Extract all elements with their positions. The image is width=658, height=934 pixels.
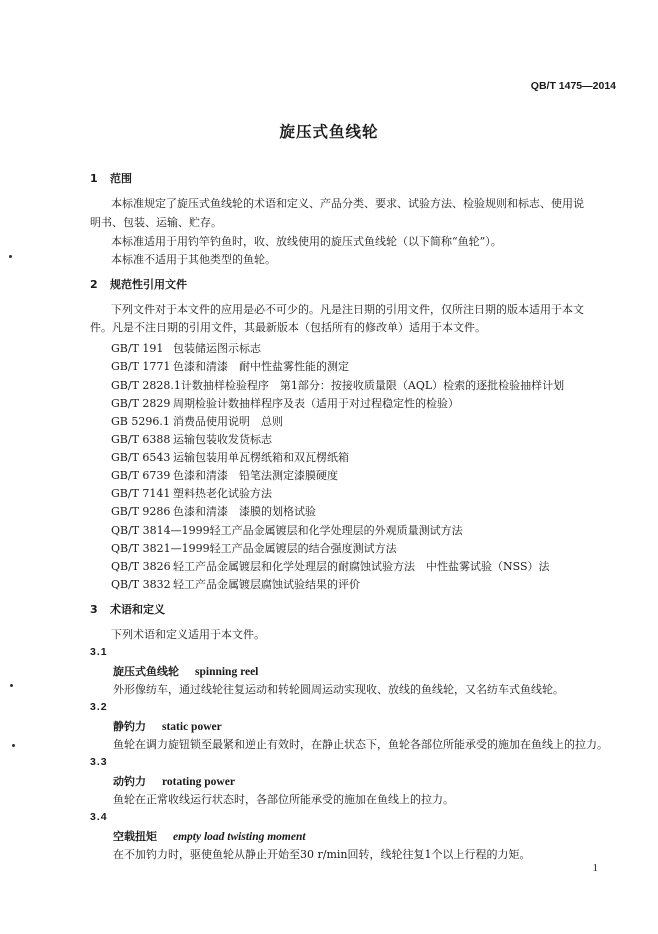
section-title: 规范性引用文件 — [110, 278, 187, 291]
reference-item — [111, 377, 564, 393]
reference-title: 计数抽样检验程序 第1部分：按接收质量限（AQL）检索的逐批检验抽样计划 — [180, 379, 565, 392]
term-number: 3.3 — [90, 756, 108, 768]
term-definition: 在不加钓力时，驱使鱼轮从静止开始至30 r/min回转，线轮往复1个以上行程的力矩。 — [113, 848, 531, 861]
reference-code: GB/T 2828.1 — [111, 379, 181, 392]
reference-code: GB/T 9286 — [111, 505, 171, 518]
reference-title: 色漆和清漆 耐中性盐雾性能的测定 — [173, 360, 349, 373]
reference-item — [111, 431, 272, 447]
term-definition: 外形像纺车，通过线轮往复运动和转轮圆周运动实现收、放线的鱼线轮，又名纺车式鱼线轮。 — [113, 683, 564, 696]
reference-item — [111, 340, 261, 356]
section-number: 1 — [90, 172, 98, 185]
reference-code: QB/T 3821—1999 — [111, 542, 210, 555]
paragraph-line: 明书、包装、运输、贮存。 — [90, 216, 222, 229]
reference-item — [111, 503, 316, 519]
term-zh: 旋压式鱼线轮 — [113, 665, 179, 678]
paragraph-line: 下列文件对于本文件的应用是必不可少的。凡是注日期的引用文件，仅所注日期的版本适用于本文 — [111, 303, 584, 316]
paragraph-line: 本标准不适用于其他类型的鱼轮。 — [111, 253, 276, 266]
paragraph-line: 下列术语和定义适用于本文件。 — [111, 628, 265, 641]
section-number: 2 — [90, 278, 98, 291]
reference-title: 消费品使用说明 总则 — [173, 415, 283, 428]
reference-code: GB/T 7141 — [111, 487, 171, 500]
section-3-heading — [90, 601, 165, 617]
reference-code: GB 5296.1 — [111, 415, 170, 428]
reference-title: 轻工产品金属镀层的结合强度测试方法 — [209, 542, 397, 555]
reference-item — [111, 522, 463, 538]
term-number: 3.2 — [90, 701, 108, 713]
term-definition: 鱼轮在调力旋钮锁至最紧和逆止有效时，在静止状态下，鱼轮各部位所能承受的施加在鱼线上的拉力。 — [113, 738, 608, 751]
reference-item — [111, 449, 349, 465]
section-title: 范围 — [110, 172, 132, 185]
reference-item — [111, 413, 283, 429]
reference-item — [111, 485, 272, 501]
reference-title: 轻工产品金属镀层和化学处理层的耐腐蚀试验方法 中性盐雾试验（NSS）法 — [173, 560, 550, 573]
paragraph-line: 本标准规定了旋压式鱼线轮的术语和定义、产品分类、要求、试验方法、检验规则和标志、使用说 — [111, 197, 584, 210]
term-zh: 静钓力 — [113, 720, 146, 733]
reference-item — [111, 576, 360, 592]
reference-code: GB/T 191 — [111, 342, 164, 355]
reference-item — [111, 540, 397, 556]
reference-code: QB/T 3814—1999 — [111, 524, 210, 537]
term-name — [113, 773, 235, 789]
standard-number: QB/T 1475—2014 — [530, 80, 616, 92]
reference-title: 轻工产品金属镀层腐蚀试验结果的评价 — [173, 578, 360, 591]
term-zh: 动钓力 — [113, 775, 146, 788]
reference-code: GB/T 6543 — [111, 451, 171, 464]
reference-title: 色漆和清漆 漆膜的划格试验 — [173, 505, 316, 518]
paragraph-line: 件。凡是不注日期的引用文件，其最新版本（包括所有的修改单）适用于本文件。 — [90, 321, 486, 334]
term-en: empty load twisting moment — [173, 831, 306, 843]
scan-speck — [9, 255, 12, 258]
reference-code: QB/T 3826 — [111, 560, 171, 573]
section-2-heading — [90, 276, 187, 292]
reference-code: GB/T 6739 — [111, 469, 171, 482]
reference-title: 运输包装收发货标志 — [173, 433, 272, 446]
paragraph-line: 本标准适用于用钓竿钓鱼时，收、放线使用的旋压式鱼线轮（以下简称“鱼轮”）。 — [111, 235, 502, 248]
term-en: rotating power — [162, 776, 235, 788]
reference-code: QB/T 3832 — [111, 578, 171, 591]
scan-speck — [12, 744, 15, 747]
term-en: static power — [162, 721, 222, 733]
document-title: 旋压式鱼线轮 — [279, 123, 379, 141]
section-1-heading — [90, 170, 132, 186]
reference-item — [111, 558, 550, 574]
scan-speck — [10, 684, 13, 687]
term-zh: 空载扭矩 — [113, 830, 157, 843]
reference-title: 色漆和清漆 铅笔法测定漆膜硬度 — [173, 469, 338, 482]
reference-code: GB/T 1771 — [111, 360, 171, 373]
reference-title: 轻工产品金属镀层和化学处理层的外观质量测试方法 — [209, 524, 463, 537]
reference-title: 运输包装用单瓦楞纸箱和双瓦楞纸箱 — [173, 451, 349, 464]
reference-title: 包装储运图示标志 — [173, 342, 261, 355]
term-name — [113, 828, 306, 844]
section-title: 术语和定义 — [110, 603, 165, 616]
section-number: 3 — [90, 603, 98, 616]
reference-title: 周期检验计数抽样程序及表（适用于对过程稳定性的检验） — [173, 397, 459, 410]
reference-title: 塑料热老化试验方法 — [173, 487, 272, 500]
reference-code: GB/T 6388 — [111, 433, 171, 446]
reference-item — [111, 467, 338, 483]
term-name — [113, 663, 258, 679]
term-definition: 鱼轮在正常收线运行状态时，各部位所能承受的施加在鱼线上的拉力。 — [113, 793, 454, 806]
term-number: 3.1 — [90, 646, 108, 658]
term-number: 3.4 — [90, 811, 108, 823]
reference-code: GB/T 2829 — [111, 397, 171, 410]
reference-item — [111, 358, 349, 374]
page-number: 1 — [592, 862, 598, 874]
term-en: spinning reel — [195, 666, 259, 678]
term-name — [113, 718, 222, 734]
reference-item — [111, 395, 459, 411]
